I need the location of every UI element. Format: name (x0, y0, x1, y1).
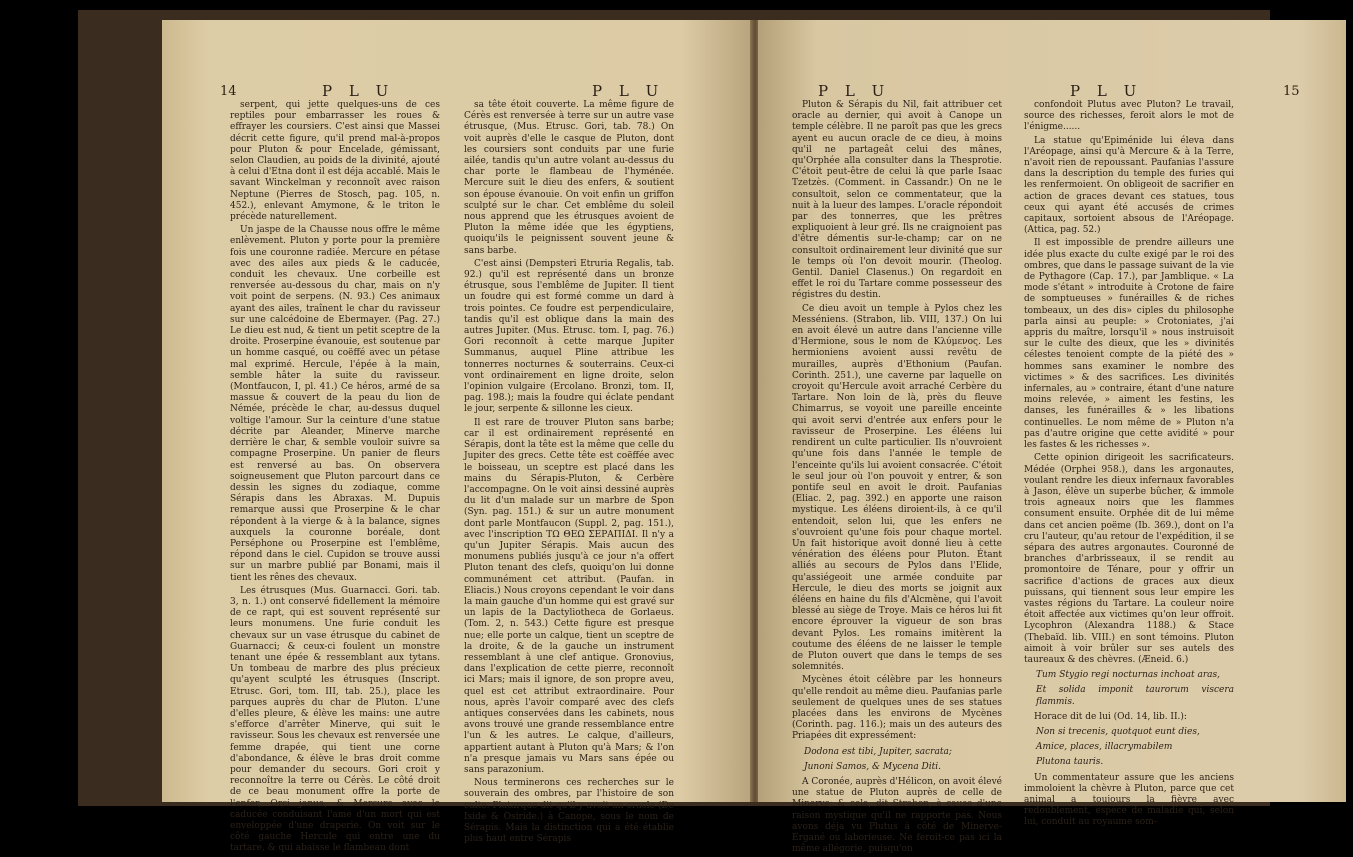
paragraph: La statue qu'Epiménide lui éleva dans l'Aréopage, ainsi qu'à Mercure & à la Terre, n'avoit rien de repoussant. Paufanias l'assure dans la description du temple des furies qui les renfermoient. On obligeoit de sacrifier en action de graces devant ces statues, tous ceux qui ayant été accusés de crimes capitaux, sortoient absous de l'Aréopage. (Attica, pag. 52.) (1024, 135, 1234, 236)
running-head: P L U (592, 82, 665, 100)
verse-line: Dodona est tibi, Jupiter, sacrata; (804, 746, 952, 757)
text-column-right (464, 100, 674, 847)
verse-line: Junoni Samos, & Mycena Diti. (804, 761, 941, 772)
paragraph: Horace dit de lui (Od. 14, lib. II.): (1034, 711, 1187, 722)
book-spread (78, 10, 1300, 855)
verse-line: Tum Stygio regi nocturnas inchoat aras, (1036, 670, 1221, 681)
paragraph: Pluton & Sérapis du Nil, fait attribuer cet oracle au dernier, qui avoit à Canope un temple célèbre. Il ne paroît pas que les grecs ayent eu aucun oracle de ce dieu, à moins qu'il ne partageât celui des mânes, qu'Orphée alla consulter dans la Thesprotie. C'étoit peut-être de celui là que parle Isaac Tzetzès. (Comment. in Cassandr.) On ne le consultoit, selon ce commentateur, que la nuit à la lueur des lampes. L'oracle répondoit par des tonnerres, que les prêtres expliquoient à leur gré. Ils ne craignoient pas d'être démentis sur-le-champ; car on ne consultoit ordinairement leur divinité que sur le temps où l'on devoit mourir. (Theolog. Gentil. Daniel Clasenus.) On regardoit en effet le roi du Tartare comme possesseur des régistres du destin. (792, 100, 1002, 301)
text-column-left (230, 100, 440, 857)
verse-line: Amice, places, illacrymabilem (1036, 742, 1173, 753)
text-column-right (1024, 100, 1234, 831)
paragraph: serpent, qui jette quelques-uns de ces reptiles pour embarrasser les roues & effrayer les coursiers. C'est ainsi que Massei décrit cette figure, qu'il prend mal-à-propos pour Pluton & pour Encelade, gémissant, selon Claudien, au poids de la divinité, ajouté à celui d'Etna dont il est déja accablé. Mais le savant Winckelman y reconnoît avec raison Neptune (Pierres de Stosch, pag. 105, n. 452.), enlevant Amymone, & le triton le précède naturellement. (230, 100, 440, 223)
paragraph: Un jaspe de la Chausse nous offre le même enlèvement. Pluton y porte pour la première fois une couronne radiée. Mercure en pétase avec des ailes aux pieds & le caducée, conduit les chevaux. Une corbeille est renversée au-dessous du char, mais on n'y voit point de serpens. (N. 93.) Ces animaux ayant des ailes, traînent le char du ravisseur sur une calcédoine de Ebermayer. (Pag. 27.) Le dieu est nud, & tient un petit sceptre de la droite. Proserpine évanouie, est soutenue par un homme casqué, ou coëffé avec un pétase mal exprimé. Hercule, l'épée à la main, semble hâter la suite du ravisseur. (Montfaucon, I, pl. 41.) Ce héros, armé de sa massue & couvert de la peau du lion de Némée, précède le char, au-dessus duquel voltige l'amour. Sur la ceinture d'une statue décrite par Aleander, Minerve marche derrière le char, & semble vouloir suivre sa compagne Proserpine. Un panier de fleurs est renversé au bas. On observera soigneusement que Pluton parcourt dans ce dessin les signes du zodiaque, comme Sérapis dans les Abraxas. M. Dupuis remarque aussi que Proserpine & le char répondent à la vierge & à la balance, signes auxquels la couronne boréale, dont Perséphone ou Proserpine est l'emblême, répond dans le ciel. Cupidon se trouve aussi sur un marbre publié par Bonami, mais il tient les rênes des chevaux. (230, 225, 440, 583)
verse-line: Non si trecenis, quotquot eunt dies, (1036, 726, 1200, 737)
left-page (162, 20, 752, 854)
running-head: P L U (322, 82, 395, 100)
paragraph: sa tête étoit couverte. La même figure de Cérès est renversée à terre sur un autre vase étrusque, (Mus. Etrusc. Gori, tab. 78.) On voit auprès d'elle le casque de Pluton, dont les coursiers sont conduits par une furie ailée, tandis qu'un autre volant au-dessus du char porte le flambeau de l'hyménée. Mercure suit le dieu des enfers, & soutient son épouse évanouie. On voit enfin un griffon sculpté sur le char. Cet emblême du soleil nous apprend que les étrusques avoient de Pluton la même idée que les égyptiens, quoiqu'ils le peignissent souvent jeune & sans barbe. (464, 100, 674, 256)
text-column-left (792, 100, 1002, 857)
running-head: P L U (818, 82, 891, 100)
paragraph: Ce dieu avoit un temple à Pylos chez les Messéniens. (Strabon, lib. VIII, 137.) On lui en avoit élevé un autre dans l'ancienne ville d'Hermione, sous le nom de Κλύμενος. Les hermioniens avoient aussi revêtu de murailles, auprès d'Ethonium (Paufan. Corinth. 251.), une caverne par laquelle on croyoit qu'Hercule avoit arraché Cerbère du Tartare. Non loin de là, près du fleuve Chimarrus, se voyoit une pareille enceinte qui avoit servi d'entrée aux enfers pour le ravisseur de Proserpine. Les éléens lui rendirent un culte particulier. Ils n'ouvroient qu'une fois dans l'année le temple de l'enceinte qu'ils lui avoient consacrée. C'étoit le seul jour où l'on pouvoit y entrer, & son pontife seul en avoit le droit. Paufanias (Eliac. 2, pag. 392.) en apporte une raison mystique. Les éléens diroient-ils, à ce qu'il entendoit, selon lui, que les enfers ne s'ouvroient qu'une fois pour chaque mortel. Un fait historique avoit donné lieu à cette vénération des éléens pour Pluton. Étant alliés au secours de Pylos dans l'Elide, qu'assiégeoit une armée conduite par Hercule, le dieu des morts se joignit aux éléens en haine du fils d'Alcmène, qui l'avoit blessé au siège de Troye. Mais ce héros lui fit encore éprouver la vigueur de son bras devant Pylos. Les romains imitèrent la coutume des éléens de ne laisser le temple de Pluton ouvert que dans le temps de ses solemnités. (792, 303, 1002, 673)
running-head: P L U (1070, 82, 1143, 100)
paragraph: Les étrusques (Mus. Guarnacci. Gori. tab. 3, n. 1.) ont conservé fidellement la mémoire de ce rapt, qui est souvent représenté sur leurs monumens. Une furie conduit les chevaux sur un vase étrusque du cabinet de Guarnacci; & ceux-ci foulent un monstre tenant une épée & ressemblant aux tytans. Un tombeau de marbre des plus précieux qu'ayent sculpté les étrusques (Inscript. Etrusc. Gori, tom. III, tab. 25.), place les parques auprès du char de Pluton. L'une d'elles pleure, & élève les mains: une autre s'efforce d'arrêter Minerve, qui suit le ravisseur. Sous les chevaux est renversée une femme drapée, qui tient une corne d'abondance, & élève le bras droit comme pour demander du secours. Gori croit y reconnoître la terre ou Cérès. Le côté droit de ce beau monument offre la porte de l'enfer, Orci janua, & Mercure avec le caducée conduisant l'ame d'un mort qui est enveloppée d'une draperie. On voit sur le côté gauche Hercule qui entre une du tartare, & qui abaisse le flambeau dont (230, 585, 440, 854)
verse-line: Et solida imponit taurorum viscera flammis. (1036, 685, 1234, 707)
paragraph: Il est rare de trouver Pluton sans barbe; car il est ordinairement représenté en Sérapis, dont la tête est la même que celle du Jupiter des grecs. Cette tête est coëffée avec le boisseau, un sceptre est placé dans les mains du Sérapis-Pluton, & Cerbère l'accompagne. On le voit ainsi dessiné auprès du lit d'un malade sur un marbre de Spon (Syn. pag. 151.) & sur un autre monument dont parle Montfaucon (Suppl. 2, pag. 151.), avec l'inscription ΤΩ ΘΕΩ ΣΕΡΑΠΙΔΙ. Il n'y a qu'un Jupiter Sérapis. Mais aucun des monumens publiés jusqu'à ce jour n'a offert Pluton tenant des clefs, quoiqu'on lui donne communément cet attribut. (Paufan. in Eliacis.) Nous croyons cependant le voir dans la main gauche d'un homme qui est gravé sur un lapis de la Dactyliotheca de Gorlaeus. (Tom. 2, n. 543.) Cette figure est presque nue; elle porte un calque, tient un sceptre de la droite, & de la gauche un instrument ressemblant à une clef antique. Gronovius, dans l'explication de cette pierre, reconnoît ici Mars; mais il ignore, de son propre aveu, quel est cet attribut extraordinaire. Pour nous, après l'avoir comparé avec des clefs antiques conservées dans les cabinets, nous avons trouvé une grande ressemblance entre l'un & les autres. Le calque, d'ailleurs, appartient autant à Pluton qu'à Mars; & l'on n'a presque jamais vu Mars sans épée ou sans parazonium. (464, 417, 674, 775)
page-number: 15 (1283, 84, 1300, 99)
paragraph: confondoit Plutus avec Pluton? Le travail, source des richesses, feroit alors le mot de l'énigme...... (1024, 100, 1234, 133)
paragraph: C'est ainsi (Dempsteri Etruria Regalis, tab. 92.) qu'il est représenté dans un bronze étrusque, sous l'emblême de Jupiter. Il tient un foudre qui est formé comme un dard à trois pointes. Ce foudre est perpendiculaire, tandis qu'il est oblique dans la main des autres Jupiter. (Mus. Etrusc. tom. I, pag. 76.) Gori reconnoît à cette marque Jupiter Summanus, auquel Pline attribue les tonnerres nocturnes & souterrains. Ceux-ci vont ordinairement en ligne droite, selon l'opinion vulgaire (Ercolano. Bronzi, tom. II, pag. 198.); mais la foudre qui éclate pendant le jour, serpente & sillonne les cieux. (464, 258, 674, 415)
paragraph: Il est impossible de prendre ailleurs une idée plus exacte du culte exigé par le roi des ombres, que dans le passage suivant de la vie de Pythagore (Cap. 17.), par Jamblique. « La mode s'étant » introduite à Crotone de faire de somptueuses » funérailles & de riches tombeaux, un des dis» ciples du philosophe parla ainsi au peuple: » Crotoniates, j'ai appris du maître, lorsqu'il » nous instruisoit sur le culte des dieux, que les » divinités célestes tenoient compte de la piété des » hommes sans examiner le nombre des victimes » & des sacrifices. Les divinités infernales, au » contraire, étant d'une nature moins relevée, » aiment les festins, les danses, les funérailles & » les libations continuelles. Le nom même de » Pluton n'a pas d'autre origine que cette avidité » pour les fastes & les richesses ». (1024, 238, 1234, 451)
page-number: 14 (220, 84, 237, 99)
paragraph: Mycènes étoit célèbre par les honneurs qu'elle rendoit au même dieu. Paufanias parle seulement de quelques unes de ses statues placées dans les environs de Mycènes (Corinth. pag. 116.); mais un des auteurs des Priapées dit expressément: (792, 675, 1003, 742)
paragraph: Nous terminerons ces recherches sur le souverain des ombres, par l'histoire de son culte. Plutarque dit qu'il y avoit un oracle (De Iside & Osiride.) à Canope, sous le nom de Sérapis. Mais la distinction qui a été établie plus haut entre Sérapis (464, 778, 674, 845)
paragraph: Cette opinion dirigeoit les sacrificateurs. Médée (Orphei 958.), dans les argonautes, voulant rendre les dieux infernaux favorables à Jason, élève un superbe bûcher, & immole trois agneaux noirs que les flammes consument ensuite. Orphée dit de lui même dans cet ancien poëme (Ib. 369.), dont on l'a cru l'auteur, qu'au retour de l'expédition, il se sépara des autres argonautes. Couronné de branches d'arbrisseaux, il se rendit au promontoire de Ténare, pour y offrir un sacrifice d'actions de graces aux dieux puissans, qui tiennent sous leur empire les vastes régions du Tartare. La couleur noire étoit affectée aux victimes qu'on leur offroit. Lycophron (Alexandra 1188.) & Stace (Thebaïd. lib. VIII.) en sont témoins. Pluton aimoit à voir brûler sur ses autels des taureaux & des chèvres. (Æneid. 6.) (1024, 453, 1234, 665)
verse-line: Plutona tauris. (1036, 757, 1104, 768)
paragraph: Un commentateur assure que les anciens immoloient la chèvre à Pluton, parce que cet animal a toujours la fièvre avec redoublement, espèce de maladie qui, selon lui, conduit au royaume som- (1024, 772, 1234, 828)
right-page (758, 20, 1346, 855)
paragraph: A Coronée, auprès d'Hélicon, on avoit élevé une statue de Pluton auprès de celle de Minerve; & cela, dit Strabon, à cause d'une raison mystique qu'il ne rapporte pas. Nous avons déja vu Plutus à côté de Minerve-Ergané ou laborieuse. Ne feroit-ce pas ici la même allégorie, puisqu'on (792, 776, 1002, 855)
